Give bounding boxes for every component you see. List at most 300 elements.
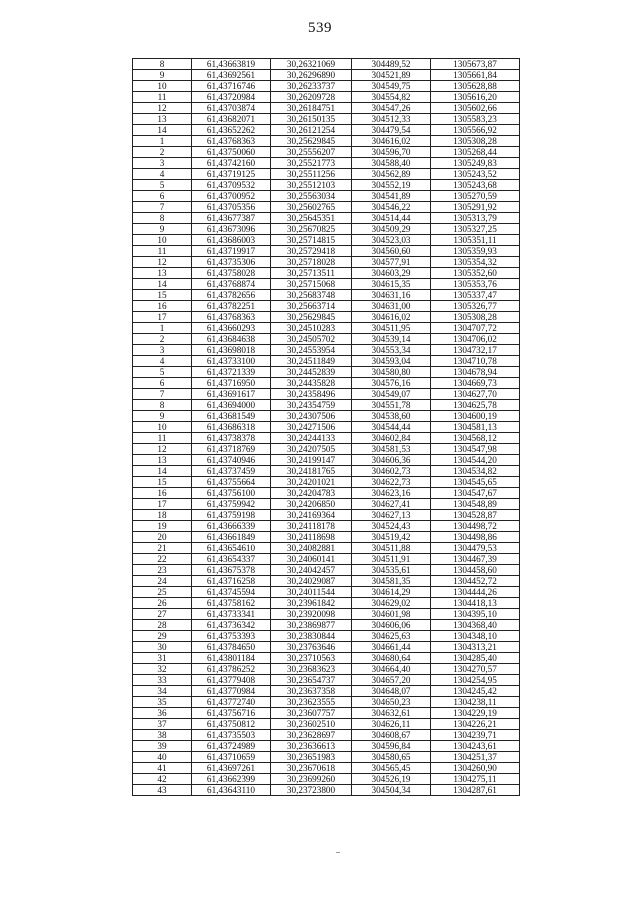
- latitude-cell: 61,43716950: [192, 378, 271, 389]
- x-coordinate-cell: 304581,53: [352, 444, 431, 455]
- x-coordinate-cell: 304627,41: [352, 499, 431, 510]
- x-coordinate-cell: 304514,44: [352, 213, 431, 224]
- x-coordinate-cell: 304615,35: [352, 279, 431, 290]
- longitude-cell: 30,26150135: [271, 114, 352, 125]
- table-row: [133, 763, 520, 774]
- longitude-cell: 30,24510283: [271, 323, 352, 334]
- y-coordinate-cell: 1304600,19: [431, 411, 520, 422]
- y-coordinate-cell: 1304251,37: [431, 752, 520, 763]
- latitude-cell: 61,43759198: [192, 510, 271, 521]
- table-row: [133, 400, 520, 411]
- latitude-cell: 61,43768363: [192, 312, 271, 323]
- table-row: [133, 664, 520, 675]
- latitude-cell: 61,43654610: [192, 543, 271, 554]
- latitude-cell: 61,43740946: [192, 455, 271, 466]
- point-number-cell: 10: [133, 235, 192, 246]
- latitude-cell: 61,43705356: [192, 202, 271, 213]
- point-number-cell: 35: [133, 697, 192, 708]
- longitude-cell: 30,24435828: [271, 378, 352, 389]
- latitude-cell: 61,43661849: [192, 532, 271, 543]
- point-number-cell: 31: [133, 653, 192, 664]
- y-coordinate-cell: 1304581,13: [431, 422, 520, 433]
- x-coordinate-cell: 304608,67: [352, 730, 431, 741]
- point-number-cell: 16: [133, 301, 192, 312]
- latitude-cell: 61,43643110: [192, 785, 271, 796]
- longitude-cell: 30,23607757: [271, 708, 352, 719]
- x-coordinate-cell: 304511,91: [352, 554, 431, 565]
- table-row: [133, 433, 520, 444]
- x-coordinate-cell: 304680,64: [352, 653, 431, 664]
- table-row: [133, 114, 520, 125]
- y-coordinate-cell: 1304678,94: [431, 367, 520, 378]
- latitude-cell: 61,43700952: [192, 191, 271, 202]
- table-row: [133, 59, 520, 70]
- table-row: [133, 345, 520, 356]
- table-row: [133, 81, 520, 92]
- longitude-cell: 30,23723800: [271, 785, 352, 796]
- point-number-cell: 11: [133, 433, 192, 444]
- x-coordinate-cell: 304631,00: [352, 301, 431, 312]
- point-number-cell: 21: [133, 543, 192, 554]
- longitude-cell: 30,25512103: [271, 180, 352, 191]
- x-coordinate-cell: 304509,29: [352, 224, 431, 235]
- longitude-cell: 30,25713511: [271, 268, 352, 279]
- latitude-cell: 61,43654337: [192, 554, 271, 565]
- x-coordinate-cell: 304627,13: [352, 510, 431, 521]
- x-coordinate-cell: 304479,54: [352, 125, 431, 136]
- point-number-cell: 13: [133, 114, 192, 125]
- point-number-cell: 5: [133, 367, 192, 378]
- longitude-cell: 30,24199147: [271, 455, 352, 466]
- x-coordinate-cell: 304661,44: [352, 642, 431, 653]
- table-row: [133, 334, 520, 345]
- y-coordinate-cell: 1304545,65: [431, 477, 520, 488]
- x-coordinate-cell: 304606,36: [352, 455, 431, 466]
- longitude-cell: 30,24082881: [271, 543, 352, 554]
- point-number-cell: 9: [133, 70, 192, 81]
- point-number-cell: 16: [133, 488, 192, 499]
- latitude-cell: 61,43772740: [192, 697, 271, 708]
- y-coordinate-cell: 1304498,72: [431, 521, 520, 532]
- longitude-cell: 30,24118178: [271, 521, 352, 532]
- y-coordinate-cell: 1305270,59: [431, 191, 520, 202]
- latitude-cell: 61,43779408: [192, 675, 271, 686]
- longitude-cell: 30,25718028: [271, 257, 352, 268]
- y-coordinate-cell: 1304498,86: [431, 532, 520, 543]
- x-coordinate-cell: 304626,11: [352, 719, 431, 730]
- y-coordinate-cell: 1305602,66: [431, 103, 520, 114]
- table-row: [133, 521, 520, 532]
- point-number-cell: 28: [133, 620, 192, 631]
- point-number-cell: 25: [133, 587, 192, 598]
- table-row: [133, 356, 520, 367]
- latitude-cell: 61,43703874: [192, 103, 271, 114]
- longitude-cell: 30,24307506: [271, 411, 352, 422]
- point-number-cell: 15: [133, 477, 192, 488]
- longitude-cell: 30,26121254: [271, 125, 352, 136]
- x-coordinate-cell: 304552,19: [352, 180, 431, 191]
- point-number-cell: 3: [133, 345, 192, 356]
- y-coordinate-cell: 1305354,32: [431, 257, 520, 268]
- table-row: [133, 642, 520, 653]
- longitude-cell: 30,23654737: [271, 675, 352, 686]
- latitude-cell: 61,43666339: [192, 521, 271, 532]
- x-coordinate-cell: 304625,63: [352, 631, 431, 642]
- longitude-cell: 30,24206850: [271, 499, 352, 510]
- y-coordinate-cell: 1304275,11: [431, 774, 520, 785]
- latitude-cell: 61,43660293: [192, 323, 271, 334]
- latitude-cell: 61,43662399: [192, 774, 271, 785]
- x-coordinate-cell: 304524,43: [352, 521, 431, 532]
- latitude-cell: 61,43782656: [192, 290, 271, 301]
- y-coordinate-cell: 1304625,78: [431, 400, 520, 411]
- point-number-cell: 4: [133, 169, 192, 180]
- latitude-cell: 61,43801184: [192, 653, 271, 664]
- y-coordinate-cell: 1305353,76: [431, 279, 520, 290]
- point-number-cell: 33: [133, 675, 192, 686]
- latitude-cell: 61,43684638: [192, 334, 271, 345]
- longitude-cell: 30,23920098: [271, 609, 352, 620]
- latitude-cell: 61,43716746: [192, 81, 271, 92]
- table-row: [133, 466, 520, 477]
- longitude-cell: 30,24271506: [271, 422, 352, 433]
- point-number-cell: 17: [133, 499, 192, 510]
- table-row: [133, 323, 520, 334]
- longitude-cell: 30,26233737: [271, 81, 352, 92]
- latitude-cell: 61,43768874: [192, 279, 271, 290]
- point-number-cell: 14: [133, 466, 192, 477]
- point-number-cell: 30: [133, 642, 192, 653]
- point-number-cell: 14: [133, 279, 192, 290]
- point-number-cell: 42: [133, 774, 192, 785]
- table-row: [133, 488, 520, 499]
- x-coordinate-cell: 304606,06: [352, 620, 431, 631]
- latitude-cell: 61,43745594: [192, 587, 271, 598]
- table-row: [133, 752, 520, 763]
- point-number-cell: 12: [133, 444, 192, 455]
- table-row: [133, 202, 520, 213]
- y-coordinate-cell: 1304243,61: [431, 741, 520, 752]
- point-number-cell: 36: [133, 708, 192, 719]
- y-coordinate-cell: 1304239,71: [431, 730, 520, 741]
- y-coordinate-cell: 1304568,12: [431, 433, 520, 444]
- point-number-cell: 13: [133, 268, 192, 279]
- x-coordinate-cell: 304560,60: [352, 246, 431, 257]
- latitude-cell: 61,43768363: [192, 136, 271, 147]
- y-coordinate-cell: 1305249,83: [431, 158, 520, 169]
- latitude-cell: 61,43691617: [192, 389, 271, 400]
- table-row: [133, 741, 520, 752]
- longitude-cell: 30,25683748: [271, 290, 352, 301]
- table-row: [133, 444, 520, 455]
- x-coordinate-cell: 304576,16: [352, 378, 431, 389]
- longitude-cell: 30,23830844: [271, 631, 352, 642]
- y-coordinate-cell: 1304245,42: [431, 686, 520, 697]
- table-row: [133, 686, 520, 697]
- table-row: [133, 70, 520, 81]
- point-number-cell: 4: [133, 356, 192, 367]
- longitude-cell: 30,25715068: [271, 279, 352, 290]
- longitude-cell: 30,23637358: [271, 686, 352, 697]
- y-coordinate-cell: 1305327,25: [431, 224, 520, 235]
- x-coordinate-cell: 304521,89: [352, 70, 431, 81]
- latitude-cell: 61,43720984: [192, 92, 271, 103]
- latitude-cell: 61,43663819: [192, 59, 271, 70]
- table-row: [133, 543, 520, 554]
- y-coordinate-cell: 1305308,28: [431, 312, 520, 323]
- x-coordinate-cell: 304650,23: [352, 697, 431, 708]
- point-number-cell: 5: [133, 180, 192, 191]
- y-coordinate-cell: 1304544,20: [431, 455, 520, 466]
- latitude-cell: 61,43786252: [192, 664, 271, 675]
- x-coordinate-cell: 304593,04: [352, 356, 431, 367]
- table-row: [133, 708, 520, 719]
- latitude-cell: 61,43758028: [192, 268, 271, 279]
- x-coordinate-cell: 304538,60: [352, 411, 431, 422]
- longitude-cell: 30,25645351: [271, 213, 352, 224]
- y-coordinate-cell: 1305566,92: [431, 125, 520, 136]
- table-row: [133, 257, 520, 268]
- x-coordinate-cell: 304549,75: [352, 81, 431, 92]
- table-row: [133, 191, 520, 202]
- x-coordinate-cell: 304648,07: [352, 686, 431, 697]
- latitude-cell: 61,43681549: [192, 411, 271, 422]
- latitude-cell: 61,43736342: [192, 620, 271, 631]
- y-coordinate-cell: 1304226,21: [431, 719, 520, 730]
- latitude-cell: 61,43770984: [192, 686, 271, 697]
- latitude-cell: 61,43742160: [192, 158, 271, 169]
- y-coordinate-cell: 1304547,98: [431, 444, 520, 455]
- y-coordinate-cell: 1304270,57: [431, 664, 520, 675]
- table-row: [133, 697, 520, 708]
- x-coordinate-cell: 304549,07: [352, 389, 431, 400]
- x-coordinate-cell: 304596,84: [352, 741, 431, 752]
- x-coordinate-cell: 304623,16: [352, 488, 431, 499]
- x-coordinate-cell: 304562,89: [352, 169, 431, 180]
- latitude-cell: 61,43652262: [192, 125, 271, 136]
- point-number-cell: 34: [133, 686, 192, 697]
- y-coordinate-cell: 1305313,79: [431, 213, 520, 224]
- table-row: [133, 653, 520, 664]
- point-number-cell: 11: [133, 246, 192, 257]
- y-coordinate-cell: 1304368,40: [431, 620, 520, 631]
- point-number-cell: 10: [133, 81, 192, 92]
- y-coordinate-cell: 1305337,47: [431, 290, 520, 301]
- point-number-cell: 39: [133, 741, 192, 752]
- latitude-cell: 61,43692561: [192, 70, 271, 81]
- latitude-cell: 61,43716258: [192, 576, 271, 587]
- table-row: [133, 631, 520, 642]
- point-number-cell: 32: [133, 664, 192, 675]
- point-number-cell: 7: [133, 202, 192, 213]
- point-number-cell: 17: [133, 312, 192, 323]
- table-row: [133, 378, 520, 389]
- x-coordinate-cell: 304580,80: [352, 367, 431, 378]
- latitude-cell: 61,43719125: [192, 169, 271, 180]
- longitude-cell: 30,23623555: [271, 697, 352, 708]
- table-row: [133, 224, 520, 235]
- latitude-cell: 61,43733100: [192, 356, 271, 367]
- latitude-cell: 61,43709532: [192, 180, 271, 191]
- table-row: [133, 279, 520, 290]
- x-coordinate-cell: 304588,40: [352, 158, 431, 169]
- y-coordinate-cell: 1304238,11: [431, 697, 520, 708]
- point-number-cell: 37: [133, 719, 192, 730]
- longitude-cell: 30,24207505: [271, 444, 352, 455]
- longitude-cell: 30,26209728: [271, 92, 352, 103]
- point-number-cell: 8: [133, 59, 192, 70]
- latitude-cell: 61,43755664: [192, 477, 271, 488]
- table-row: [133, 301, 520, 312]
- latitude-cell: 61,43686003: [192, 235, 271, 246]
- table-row: [133, 730, 520, 741]
- latitude-cell: 61,43756716: [192, 708, 271, 719]
- table-row: [133, 136, 520, 147]
- coordinates-table-body: [133, 59, 520, 796]
- y-coordinate-cell: 1305359,93: [431, 246, 520, 257]
- y-coordinate-cell: 1305661,84: [431, 70, 520, 81]
- point-number-cell: 27: [133, 609, 192, 620]
- latitude-cell: 61,43698018: [192, 345, 271, 356]
- longitude-cell: 30,24204783: [271, 488, 352, 499]
- table-row: [133, 719, 520, 730]
- longitude-cell: 30,23763646: [271, 642, 352, 653]
- x-coordinate-cell: 304616,02: [352, 136, 431, 147]
- latitude-cell: 61,43738378: [192, 433, 271, 444]
- y-coordinate-cell: 1304548,89: [431, 499, 520, 510]
- x-coordinate-cell: 304629,02: [352, 598, 431, 609]
- y-coordinate-cell: 1305308,28: [431, 136, 520, 147]
- table-row: [133, 125, 520, 136]
- table-row: [133, 510, 520, 521]
- y-coordinate-cell: 1304285,40: [431, 653, 520, 664]
- x-coordinate-cell: 304511,95: [352, 323, 431, 334]
- x-coordinate-cell: 304602,73: [352, 466, 431, 477]
- table-row: [133, 268, 520, 279]
- longitude-cell: 30,24553954: [271, 345, 352, 356]
- longitude-cell: 30,24201021: [271, 477, 352, 488]
- longitude-cell: 30,25629845: [271, 136, 352, 147]
- point-number-cell: 11: [133, 92, 192, 103]
- x-coordinate-cell: 304664,40: [352, 664, 431, 675]
- y-coordinate-cell: 1305291,92: [431, 202, 520, 213]
- longitude-cell: 30,23710563: [271, 653, 352, 664]
- y-coordinate-cell: 1304254,95: [431, 675, 520, 686]
- x-coordinate-cell: 304539,14: [352, 334, 431, 345]
- point-number-cell: 20: [133, 532, 192, 543]
- x-coordinate-cell: 304601,98: [352, 609, 431, 620]
- table-row: [133, 147, 520, 158]
- longitude-cell: 30,23683623: [271, 664, 352, 675]
- y-coordinate-cell: 1304547,67: [431, 488, 520, 499]
- longitude-cell: 30,25563034: [271, 191, 352, 202]
- y-coordinate-cell: 1304452,72: [431, 576, 520, 587]
- y-coordinate-cell: 1304707,72: [431, 323, 520, 334]
- longitude-cell: 30,24244133: [271, 433, 352, 444]
- y-coordinate-cell: 1304479,53: [431, 543, 520, 554]
- point-number-cell: 2: [133, 334, 192, 345]
- y-coordinate-cell: 1304313,21: [431, 642, 520, 653]
- longitude-cell: 30,24505702: [271, 334, 352, 345]
- longitude-cell: 30,24358496: [271, 389, 352, 400]
- latitude-cell: 61,43719917: [192, 246, 271, 257]
- y-coordinate-cell: 1305673,87: [431, 59, 520, 70]
- table-row: [133, 554, 520, 565]
- latitude-cell: 61,43724989: [192, 741, 271, 752]
- table-row: [133, 455, 520, 466]
- longitude-cell: 30,24060141: [271, 554, 352, 565]
- y-coordinate-cell: 1304534,82: [431, 466, 520, 477]
- latitude-cell: 61,43784650: [192, 642, 271, 653]
- point-number-cell: 40: [133, 752, 192, 763]
- x-coordinate-cell: 304541,89: [352, 191, 431, 202]
- longitude-cell: 30,24452839: [271, 367, 352, 378]
- longitude-cell: 30,24029087: [271, 576, 352, 587]
- table-row: [133, 246, 520, 257]
- point-number-cell: 8: [133, 213, 192, 224]
- longitude-cell: 30,24181765: [271, 466, 352, 477]
- y-coordinate-cell: 1305243,68: [431, 180, 520, 191]
- longitude-cell: 30,26296890: [271, 70, 352, 81]
- table-row: [133, 213, 520, 224]
- x-coordinate-cell: 304616,02: [352, 312, 431, 323]
- y-coordinate-cell: 1304627,70: [431, 389, 520, 400]
- table-row: [133, 774, 520, 785]
- y-coordinate-cell: 1305326,77: [431, 301, 520, 312]
- point-number-cell: 12: [133, 257, 192, 268]
- y-coordinate-cell: 1305351,11: [431, 235, 520, 246]
- latitude-cell: 61,43682071: [192, 114, 271, 125]
- latitude-cell: 61,43735306: [192, 257, 271, 268]
- latitude-cell: 61,43718769: [192, 444, 271, 455]
- latitude-cell: 61,43737459: [192, 466, 271, 477]
- longitude-cell: 30,24118698: [271, 532, 352, 543]
- y-coordinate-cell: 1304287,61: [431, 785, 520, 796]
- x-coordinate-cell: 304554,82: [352, 92, 431, 103]
- point-number-cell: 14: [133, 125, 192, 136]
- point-number-cell: 18: [133, 510, 192, 521]
- x-coordinate-cell: 304581,35: [352, 576, 431, 587]
- table-row: [133, 235, 520, 246]
- longitude-cell: 30,23961842: [271, 598, 352, 609]
- point-number-cell: 6: [133, 191, 192, 202]
- table-row: [133, 598, 520, 609]
- x-coordinate-cell: 304523,03: [352, 235, 431, 246]
- x-coordinate-cell: 304551,78: [352, 400, 431, 411]
- y-coordinate-cell: 1304444,26: [431, 587, 520, 598]
- table-row: [133, 103, 520, 114]
- table-row: [133, 576, 520, 587]
- longitude-cell: 30,25602765: [271, 202, 352, 213]
- point-number-cell: 29: [133, 631, 192, 642]
- table-row: [133, 158, 520, 169]
- coordinates-table: [132, 58, 520, 796]
- y-coordinate-cell: 1305352,60: [431, 268, 520, 279]
- x-coordinate-cell: 304512,33: [352, 114, 431, 125]
- table-row: [133, 169, 520, 180]
- longitude-cell: 30,24042457: [271, 565, 352, 576]
- x-coordinate-cell: 304596,70: [352, 147, 431, 158]
- longitude-cell: 30,25670825: [271, 224, 352, 235]
- footer-mark: [336, 852, 340, 853]
- y-coordinate-cell: 1304528,87: [431, 510, 520, 521]
- longitude-cell: 30,23628697: [271, 730, 352, 741]
- x-coordinate-cell: 304603,29: [352, 268, 431, 279]
- table-row: [133, 411, 520, 422]
- longitude-cell: 30,23699260: [271, 774, 352, 785]
- y-coordinate-cell: 1304458,60: [431, 565, 520, 576]
- point-number-cell: 22: [133, 554, 192, 565]
